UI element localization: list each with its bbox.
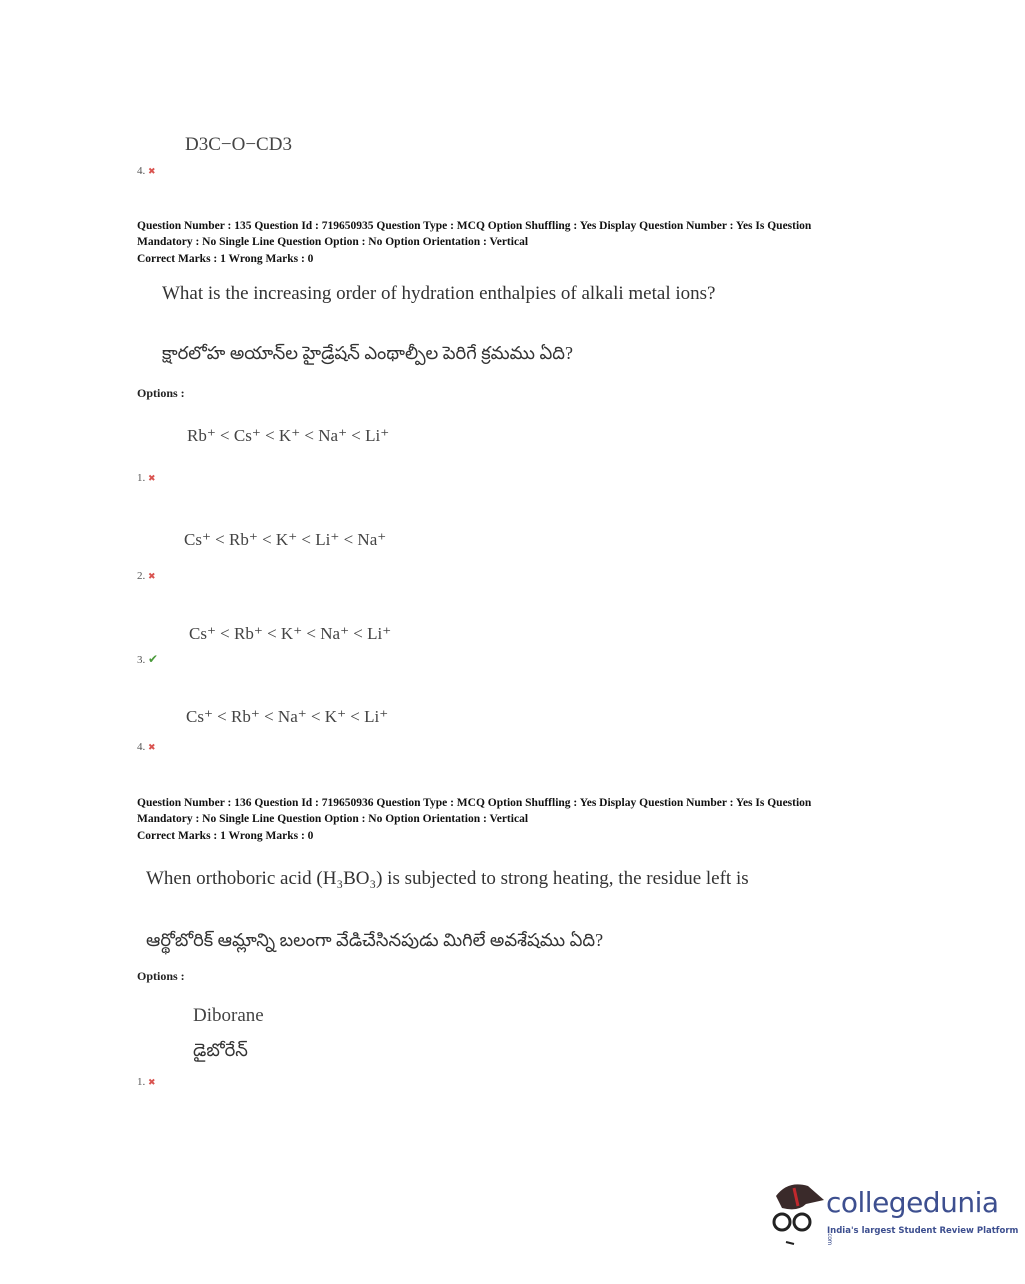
- wrong-icon: ✖: [148, 473, 156, 483]
- collegedunia-logo: collegedunia.com India's largest Student Review Platform: [768, 1178, 998, 1248]
- option-text: Diborane: [193, 1005, 264, 1026]
- question-text-te: ఆర్థోబోరిక్ ఆమ్లాన్ని బలంగా వేడిచేసినపుడు మిగిలే అవశేషము ఏది?: [146, 930, 604, 950]
- option-number: 4. ✖: [137, 741, 156, 753]
- options-label: Options :: [137, 386, 185, 400]
- option-text: Rb⁺ < Cs⁺ < K⁺ < Na⁺ < Li⁺: [187, 426, 390, 445]
- question-text-te: క్షారలోహ అయాన్‌ల హైడ్రేషన్ ఎంథాల్పీల పెరిగే క్రమము ఏది?: [162, 343, 573, 363]
- question-text-en: When orthoboric acid (H₃BO₃) is subjected to strong heating, the residue left is: [146, 868, 749, 889]
- correct-check-icon: ✔: [148, 652, 159, 666]
- option-number: 2. ✖: [137, 570, 156, 582]
- question-meta: Question Number : 136 Question Id : 719650936 Question Type : MCQ Option Shuffling : Yes Display Question Number : Yes Is Question Mandatory : No Single Line Question Option : No Option Orientation : Vertical Correct Marks : 1 Wrong Marks : 0: [137, 797, 812, 842]
- mascot-icon: [768, 1178, 826, 1248]
- option-text: Cs⁺ < Rb⁺ < K⁺ < Li⁺ < Na⁺: [184, 530, 387, 549]
- question-text-en: What is the increasing order of hydration enthalpies of alkali metal ions?: [162, 283, 716, 304]
- wrong-icon: ✖: [148, 571, 156, 581]
- options-label: Options :: [137, 969, 185, 983]
- wrong-icon: ✖: [148, 742, 156, 752]
- option-number: 1. ✖: [137, 1076, 156, 1088]
- wrong-icon: ✖: [148, 166, 156, 176]
- option-text: Cs⁺ < Rb⁺ < K⁺ < Na⁺ < Li⁺: [189, 624, 392, 643]
- wrong-icon: ✖: [148, 1077, 156, 1087]
- option-number: 3. ✔: [137, 652, 159, 666]
- question-meta: Question Number : 135 Question Id : 719650935 Question Type : MCQ Option Shuffling : Yes Display Question Number : Yes Is Question Mandatory : No Single Line Question Option : No Option Orientation : Vertical Correct Marks : 1 Wrong Marks : 0: [137, 220, 812, 265]
- option-text: Cs⁺ < Rb⁺ < Na⁺ < K⁺ < Li⁺: [186, 707, 389, 726]
- option-number: 4. ✖: [137, 165, 156, 177]
- option-text-te: డైబోరేన్: [193, 1040, 248, 1060]
- option-number: 1. ✖: [137, 472, 156, 484]
- previous-option-text: D3C−O−CD3: [185, 134, 292, 155]
